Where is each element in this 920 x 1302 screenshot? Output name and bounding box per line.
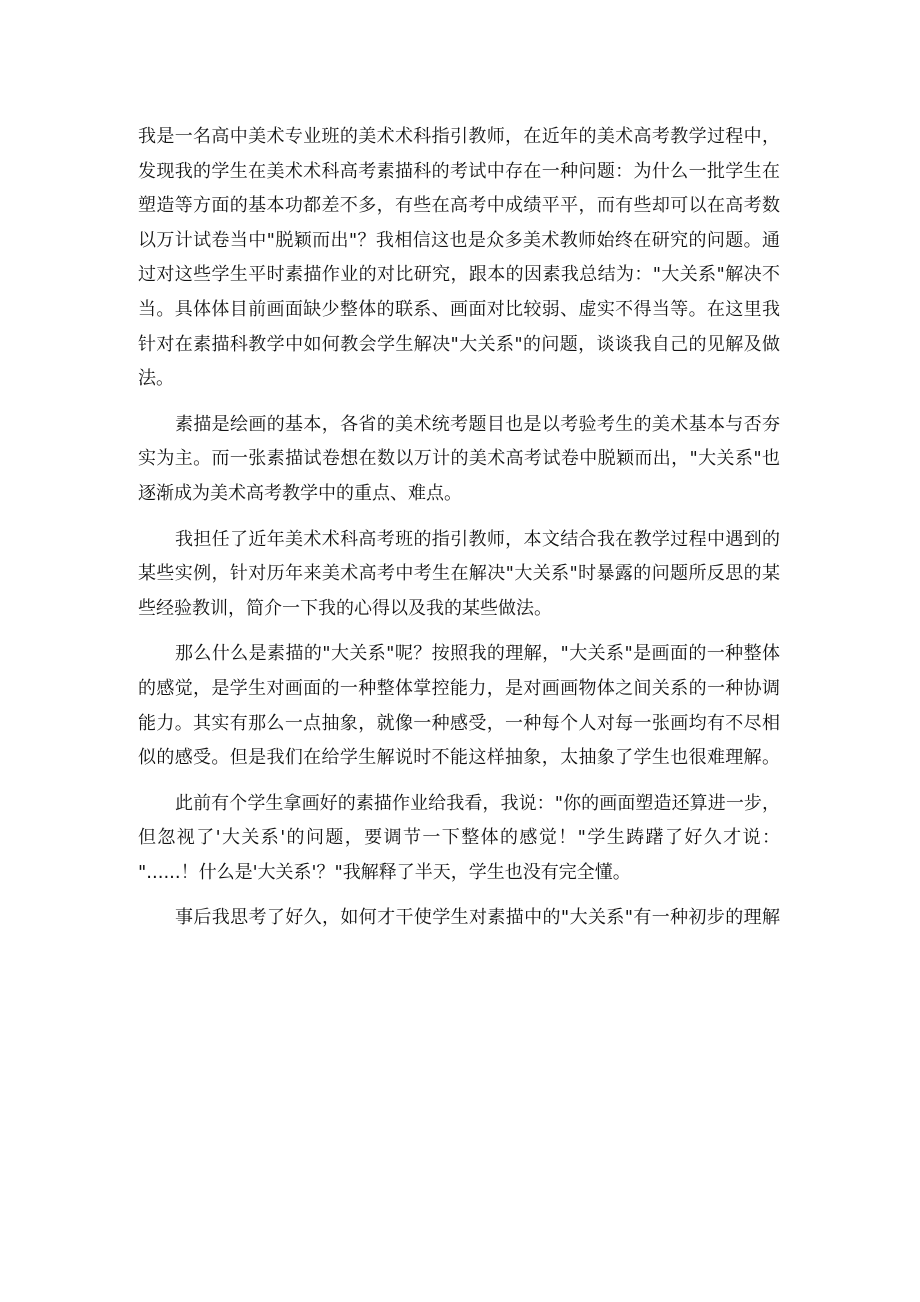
paragraph-spacing xyxy=(138,890,780,901)
text-line: 能力。其实有那么一点抽象，就像一种感受，一种每个人对每一张画均有不尽相 xyxy=(138,712,780,734)
text-line: 逐渐成为美术高考教学中的重点、难点。 xyxy=(138,482,462,504)
paragraph-spacing xyxy=(138,512,780,523)
text-line: 那么什么是素描的"大关系"呢？按照我的理解，"大关系"是画面的一种整体 xyxy=(175,643,780,665)
text-line: 的感觉，是学生对画面的一种整体掌控能力，是对画画物体之间关系的一种协调 xyxy=(138,677,780,699)
paragraph-6 xyxy=(138,901,780,936)
text-line: 发现我的学生在美术术科高考素描科的考试中存在一种问题：为什么一批学生在 xyxy=(138,160,780,182)
body-text xyxy=(138,120,780,936)
paragraph-4 xyxy=(138,637,780,775)
text-line: 但忽视了'大关系'的问题，要调节一下整体的感觉！"学生踌躇了好久才说： xyxy=(138,827,780,849)
text-line: 事后我思考了好久，如何才干使学生对素描中的"大关系"有一种初步的理解 xyxy=(175,907,780,929)
text-line: 法。 xyxy=(138,368,174,390)
text-line: 我担任了近年美术术科高考班的指引教师，本文结合我在教学过程中遇到的 xyxy=(175,528,780,550)
text-line: 素描是绘画的基本，各省的美术统考题目也是以考验考生的美术基本与否夯 xyxy=(175,413,780,435)
text-line: 似的感受。但是我们在给学生解说时不能这样抽象，太抽象了学生也很难理解。 xyxy=(138,747,780,769)
paragraph-2 xyxy=(138,408,780,512)
text-line: "......！什么是'大关系'？"我解释了半天，学生也没有完全懂。 xyxy=(138,861,631,883)
text-line: 某些实例，针对历年来美术高考中考生在解决"大关系"时暴露的问题所反思的某 xyxy=(138,563,780,585)
text-line: 针对在素描科教学中如何教会学生解决"大关系"的问题，谈谈我自己的见解及做 xyxy=(138,333,780,355)
paragraph-spacing xyxy=(138,626,780,637)
paragraph-3 xyxy=(138,523,780,627)
text-line: 当。具体体目前画面缺少整体的联系、画面对比较弱、虚实不得当等。在这里我 xyxy=(138,298,780,320)
text-line: 些经验教训，简介一下我的心得以及我的某些做法。 xyxy=(138,597,552,619)
text-line: 此前有个学生拿画好的素描作业给我看，我说："你的画面塑造还算进一步， xyxy=(175,792,780,814)
text-line: 以万计试卷当中"脱颖而出"？我相信这也是众多美术教师始终在研究的问题。通 xyxy=(138,229,780,251)
text-line: 我是一名高中美术专业班的美术术科指引教师，在近年的美术高考教学过程中， xyxy=(138,126,780,147)
paragraph-5 xyxy=(138,787,780,891)
paragraph-spacing xyxy=(138,776,780,787)
text-line: 过对这些学生平时素描作业的对比研究，跟本的因素我总结为："大关系"解决不 xyxy=(138,264,780,286)
paragraph-1 xyxy=(138,120,780,397)
text-line: 塑造等方面的基本功都差不多，有些在高考中成绩平平，而有些却可以在高考数 xyxy=(138,195,780,217)
text-line: 实为主。而一张素描试卷想在数以万计的美术高考试卷中脱颖而出，"大关系"也 xyxy=(138,448,780,470)
paragraph-spacing xyxy=(138,397,780,408)
